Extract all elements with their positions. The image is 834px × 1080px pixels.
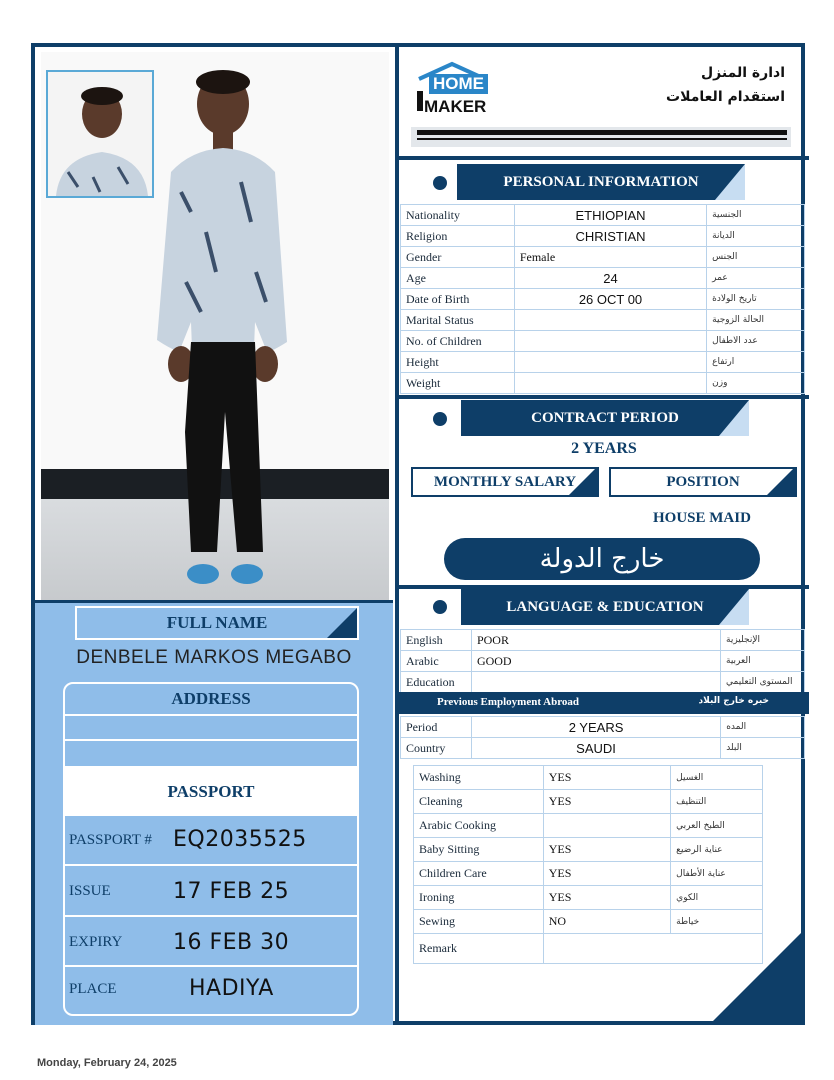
table-row: Date of Birth 26 OCT 00 تاريخ الولادة bbox=[401, 289, 805, 310]
bullet-icon bbox=[433, 176, 447, 190]
table-row: Washing YES الغسيل bbox=[414, 766, 763, 790]
table-row: Religion CHRISTIAN الديانة bbox=[401, 226, 805, 247]
full-body-photo bbox=[41, 52, 389, 600]
full-name-heading: FULL NAME bbox=[75, 606, 359, 640]
position-value: HOUSE MAID bbox=[653, 510, 751, 526]
passport-number-row: PASSPORT # EQ2035525 bbox=[65, 814, 357, 864]
table-row: Sewing NO خياطة bbox=[414, 910, 763, 934]
portrait-photo bbox=[46, 70, 154, 198]
table-row: Height ارتفاع bbox=[401, 352, 805, 373]
contract-period-banner: CONTRACT PERIOD bbox=[461, 400, 749, 436]
passport-expiry-row: EXPIRY 16 FEB 30 bbox=[65, 915, 357, 965]
footer-date: Monday, February 24, 2025 bbox=[37, 1057, 177, 1069]
address-line-1 bbox=[65, 714, 357, 739]
header-separator bbox=[399, 156, 809, 160]
passport-issue-date: 17 FEB 25 bbox=[173, 879, 290, 904]
passport-place: HADIYA bbox=[189, 976, 274, 1001]
table-row: Cleaning YES التنظيف bbox=[414, 790, 763, 814]
company-arabic-subtitle: استقدام العاملات bbox=[666, 89, 785, 105]
corner-decoration bbox=[709, 929, 805, 1025]
personal-info-table bbox=[400, 204, 805, 394]
position-label: POSITION bbox=[609, 467, 797, 497]
section-separator bbox=[399, 395, 809, 399]
table-row: Marital Status الحالة الزوجية bbox=[401, 310, 805, 331]
contract-period-value: 2 YEARS bbox=[571, 440, 637, 457]
logo-maker-text: MAKER bbox=[424, 97, 487, 116]
language-education-banner: LANGUAGE & EDUCATION bbox=[461, 589, 749, 625]
personal-info-banner: PERSONAL INFORMATION bbox=[457, 164, 745, 200]
table-row: Arabic Cooking الطبخ العربي bbox=[414, 814, 763, 838]
table-row: Age 24 عمر bbox=[401, 268, 805, 289]
address-line-2 bbox=[65, 739, 357, 764]
table-row: Baby Sitting YES عناية الرضيع bbox=[414, 838, 763, 862]
passport-heading: PASSPORT bbox=[65, 766, 357, 814]
address-heading: ADDRESS bbox=[171, 689, 251, 708]
outside-country-badge: خارج الدولة bbox=[444, 538, 760, 580]
table-row: Period 2 YEARS المده bbox=[401, 717, 805, 738]
table-row: Nationality ETHIOPIAN الجنسية bbox=[401, 205, 805, 226]
bullet-icon bbox=[433, 412, 447, 426]
person-full-name: DENBELE MARKOS MEGABO bbox=[76, 647, 352, 668]
passport-number: EQ2035525 bbox=[173, 827, 307, 852]
passport-place-row: PLACE HADIYA bbox=[65, 965, 357, 1016]
table-row: Arabic GOOD العربية bbox=[401, 651, 805, 672]
table-row: Ironing YES الكوي bbox=[414, 886, 763, 910]
address-passport-card bbox=[63, 682, 359, 1016]
details-column bbox=[395, 47, 805, 1025]
table-row: No. of Children عدد الاطفال bbox=[401, 331, 805, 352]
table-row: Children Care YES عناية الأطفال bbox=[414, 862, 763, 886]
remark-row: Remark bbox=[414, 934, 763, 964]
company-arabic-name: ادارة المنزل bbox=[701, 65, 785, 81]
table-row: Education المستوى التعليمي bbox=[401, 672, 805, 693]
table-row: English POOR الإنجليزية bbox=[401, 630, 805, 651]
passport-issue-row: ISSUE 17 FEB 25 bbox=[65, 864, 357, 915]
employment-table bbox=[400, 716, 805, 759]
header-rule bbox=[411, 127, 791, 147]
language-table bbox=[400, 629, 805, 693]
passport-expiry-date: 16 FEB 30 bbox=[173, 930, 290, 955]
previous-employment-bar: Previous Employment Abroad خبره خارج البلاد bbox=[399, 692, 809, 714]
table-row: Country SAUDI البلد bbox=[401, 738, 805, 759]
cv-frame bbox=[31, 43, 805, 1025]
monthly-salary-label: MONTHLY SALARY bbox=[411, 467, 599, 497]
key-icon bbox=[417, 91, 423, 111]
bullet-icon bbox=[433, 600, 447, 614]
table-row: Weight وزن bbox=[401, 373, 805, 394]
identity-panel bbox=[35, 600, 393, 1025]
logo-home-text: HOME bbox=[429, 74, 488, 94]
table-row: Gender Female الجنس bbox=[401, 247, 805, 268]
